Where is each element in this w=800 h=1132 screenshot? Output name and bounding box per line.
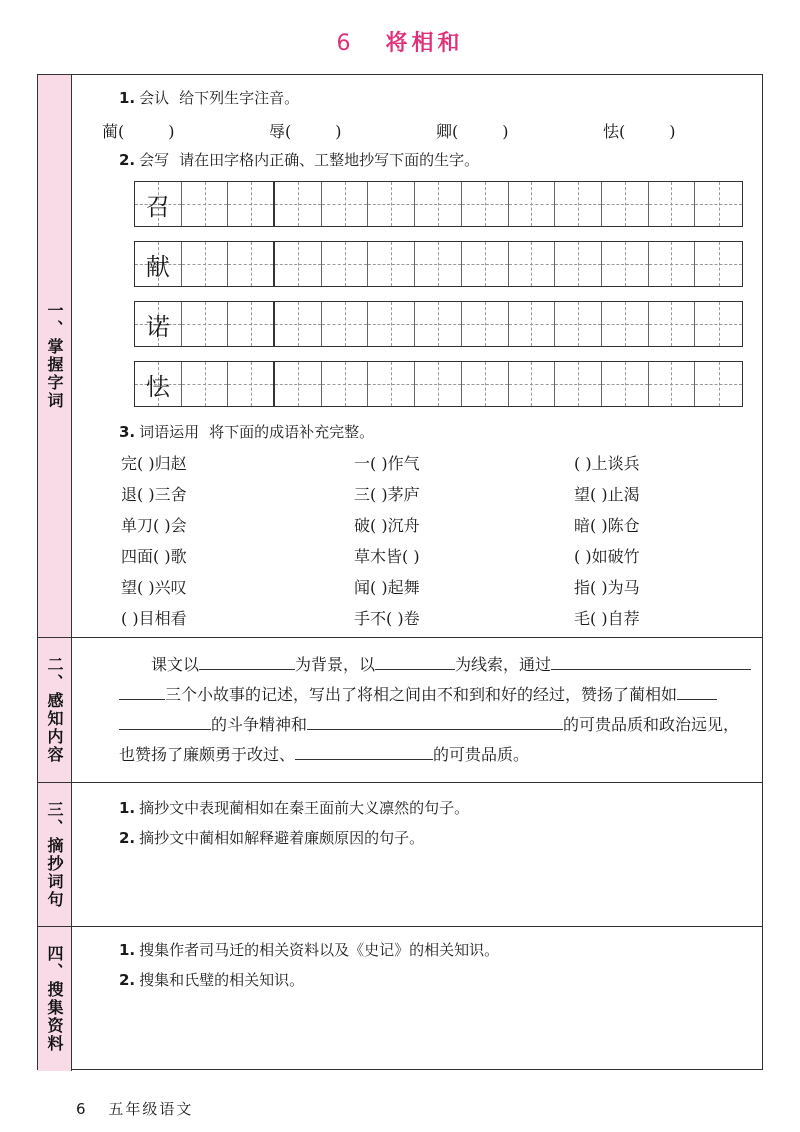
model-character: 召 (145, 192, 170, 221)
section-collect-materials (38, 927, 762, 1071)
idiom-blank[interactable]: 四面( )歌 (121, 547, 187, 566)
tian-grid-cell[interactable] (509, 182, 556, 226)
tian-grid-cell[interactable] (322, 242, 369, 286)
tian-grid-cell[interactable] (695, 362, 742, 406)
page-footer (76, 1098, 193, 1119)
tian-grid-cell[interactable] (182, 302, 229, 346)
tian-grid-cell[interactable] (462, 242, 509, 286)
tian-grid-cell[interactable] (228, 302, 275, 346)
tian-grid-cell[interactable] (555, 182, 602, 226)
tian-grid-cell[interactable] (322, 302, 369, 346)
idiom-blank[interactable]: ( )目相看 (121, 609, 187, 628)
section-label: 一、掌握字词 (38, 75, 72, 637)
tian-grid-cell[interactable] (322, 182, 369, 226)
tian-grid-cell[interactable] (555, 302, 602, 346)
tian-grid-cell[interactable] (695, 242, 742, 286)
model-character: 怯 (145, 372, 170, 401)
section-perceive-content (38, 638, 762, 783)
tian-grid-cell[interactable] (602, 302, 649, 346)
summary-line: 的斗争精神和 的可贵品质和政治远见， (119, 712, 739, 735)
tian-grid-cell[interactable] (275, 302, 322, 346)
idiom-blank[interactable]: 草木皆( ) (354, 547, 420, 566)
idiom-blank[interactable]: 完( )归赵 (121, 454, 187, 473)
collect-task: 2. 搜集和氏璧的相关知识。 (119, 971, 305, 989)
idiom-blank[interactable]: 望( )兴叹 (121, 578, 187, 597)
section-label: 四、搜集资料 (38, 927, 72, 1071)
collect-task: 1. 搜集作者司马迁的相关资料以及《史记》的相关知识。 (119, 941, 500, 959)
idiom-blank[interactable]: 望( )止渴 (574, 485, 640, 504)
idiom-blank[interactable]: 毛( )自荐 (574, 609, 640, 628)
fill-blank[interactable] (119, 713, 211, 730)
q1-heading: 1. 会认 给下列生字注音。 (119, 89, 300, 107)
tian-grid-cell[interactable] (368, 362, 415, 406)
book-title: 五年级语文 (108, 1100, 194, 1118)
tian-grid-cell[interactable] (182, 362, 229, 406)
pinyin-item[interactable]: 卿( ) (436, 122, 509, 141)
writing-grid-row[interactable] (134, 361, 743, 407)
worksheet-frame (37, 74, 763, 1070)
tian-grid-cell[interactable] (275, 362, 322, 406)
idiom-blank[interactable]: 单刀( )会 (121, 516, 187, 535)
q2-heading: 2. 会写 请在田字格内正确、工整地抄写下面的生字。 (119, 151, 480, 169)
tian-grid-cell[interactable] (228, 182, 275, 226)
copy-task: 2. 摘抄文中蔺相如解释避着廉颇原因的句子。 (119, 829, 425, 847)
lesson-title (0, 26, 800, 57)
idiom-blank[interactable]: 暗( )陈仓 (574, 516, 640, 535)
tian-grid-cell[interactable] (649, 362, 696, 406)
tian-grid-cell[interactable] (415, 182, 462, 226)
idiom-blank[interactable]: 一( )作气 (354, 454, 420, 473)
lesson-name: 将相和 (385, 31, 464, 56)
tian-grid-cell[interactable] (509, 302, 556, 346)
tian-grid-cell[interactable] (602, 362, 649, 406)
summary-line: 也赞扬了廉颇勇于改过、 的可贵品质。 (119, 745, 530, 764)
idiom-blank[interactable]: ( )如破竹 (574, 547, 640, 566)
tian-grid-cell[interactable] (462, 362, 509, 406)
tian-grid-cell[interactable] (649, 302, 696, 346)
tian-grid-cell[interactable] (555, 242, 602, 286)
copy-task: 1. 摘抄文中表现蔺相如在秦王面前大义凛然的句子。 (119, 799, 470, 817)
model-character: 诺 (145, 312, 170, 341)
tian-grid-cell[interactable] (555, 362, 602, 406)
section-label: 三、摘抄词句 (38, 783, 72, 926)
lesson-number: 6 (336, 31, 351, 56)
writing-grid-row[interactable] (134, 241, 743, 287)
tian-grid-cell[interactable] (462, 182, 509, 226)
tian-grid-cell[interactable] (275, 182, 322, 226)
fill-blank[interactable] (295, 743, 433, 760)
section-label: 二、感知内容 (38, 638, 72, 782)
q3-heading: 3. 词语运用 将下面的成语补充完整。 (119, 423, 375, 441)
section-copy-sentences (38, 783, 762, 927)
tian-grid-cell[interactable] (368, 182, 415, 226)
tian-grid-cell[interactable] (695, 182, 742, 226)
tian-grid-cell[interactable] (509, 362, 556, 406)
summary-line: 课文以 为背景，以 为线索，通过 (119, 652, 751, 675)
section-master-words (38, 75, 762, 638)
fill-blank[interactable] (677, 683, 717, 700)
idiom-blank[interactable]: ( )上谈兵 (574, 454, 640, 473)
tian-grid-cell[interactable] (322, 362, 369, 406)
fill-blank[interactable] (119, 683, 165, 700)
tian-grid-cell[interactable] (415, 362, 462, 406)
page-number: 6 (76, 1100, 86, 1118)
tian-grid-cell[interactable] (462, 302, 509, 346)
tian-grid-cell[interactable] (228, 242, 275, 286)
idiom-blank[interactable]: 闻( )起舞 (354, 578, 420, 597)
tian-grid-cell[interactable] (368, 242, 415, 286)
tian-grid-cell[interactable] (275, 242, 322, 286)
fill-blank[interactable] (375, 653, 455, 670)
pinyin-item[interactable]: 辱( ) (269, 122, 342, 141)
idiom-blank[interactable]: 指( )为马 (574, 578, 640, 597)
tian-grid-cell[interactable] (602, 242, 649, 286)
tian-grid-cell[interactable] (649, 182, 696, 226)
idiom-blank[interactable]: 破( )沉舟 (354, 516, 420, 535)
fill-blank[interactable] (199, 653, 295, 670)
fill-blank[interactable] (307, 713, 563, 730)
pinyin-item[interactable]: 怯( ) (603, 122, 676, 141)
pinyin-item[interactable]: 蔺( ) (102, 122, 175, 141)
model-character: 献 (145, 252, 170, 281)
tian-grid-cell[interactable] (509, 242, 556, 286)
summary-line: 三个小故事的记述，写出了将相之间由不和到和好的经过，赞扬了蔺相如 (119, 682, 717, 705)
tian-grid-cell[interactable] (602, 182, 649, 226)
tian-grid-cell[interactable] (368, 302, 415, 346)
tian-grid-cell[interactable] (182, 242, 229, 286)
tian-grid-cell[interactable] (415, 302, 462, 346)
idiom-blank[interactable]: 三( )茅庐 (354, 485, 420, 504)
writing-grid-row[interactable] (134, 301, 743, 347)
idiom-blank[interactable]: 手不( )卷 (354, 609, 420, 628)
writing-grid-row[interactable] (134, 181, 743, 227)
tian-grid-cell[interactable] (135, 182, 182, 226)
tian-grid-cell[interactable] (415, 242, 462, 286)
tian-grid-cell[interactable] (135, 362, 182, 406)
tian-grid-cell[interactable] (228, 362, 275, 406)
tian-grid-cell[interactable] (135, 242, 182, 286)
tian-grid-cell[interactable] (182, 182, 229, 226)
tian-grid-cell[interactable] (649, 242, 696, 286)
tian-grid-cell[interactable] (135, 302, 182, 346)
tian-grid-cell[interactable] (695, 302, 742, 346)
idiom-blank[interactable]: 退( )三舍 (121, 485, 187, 504)
fill-blank[interactable] (551, 653, 751, 670)
